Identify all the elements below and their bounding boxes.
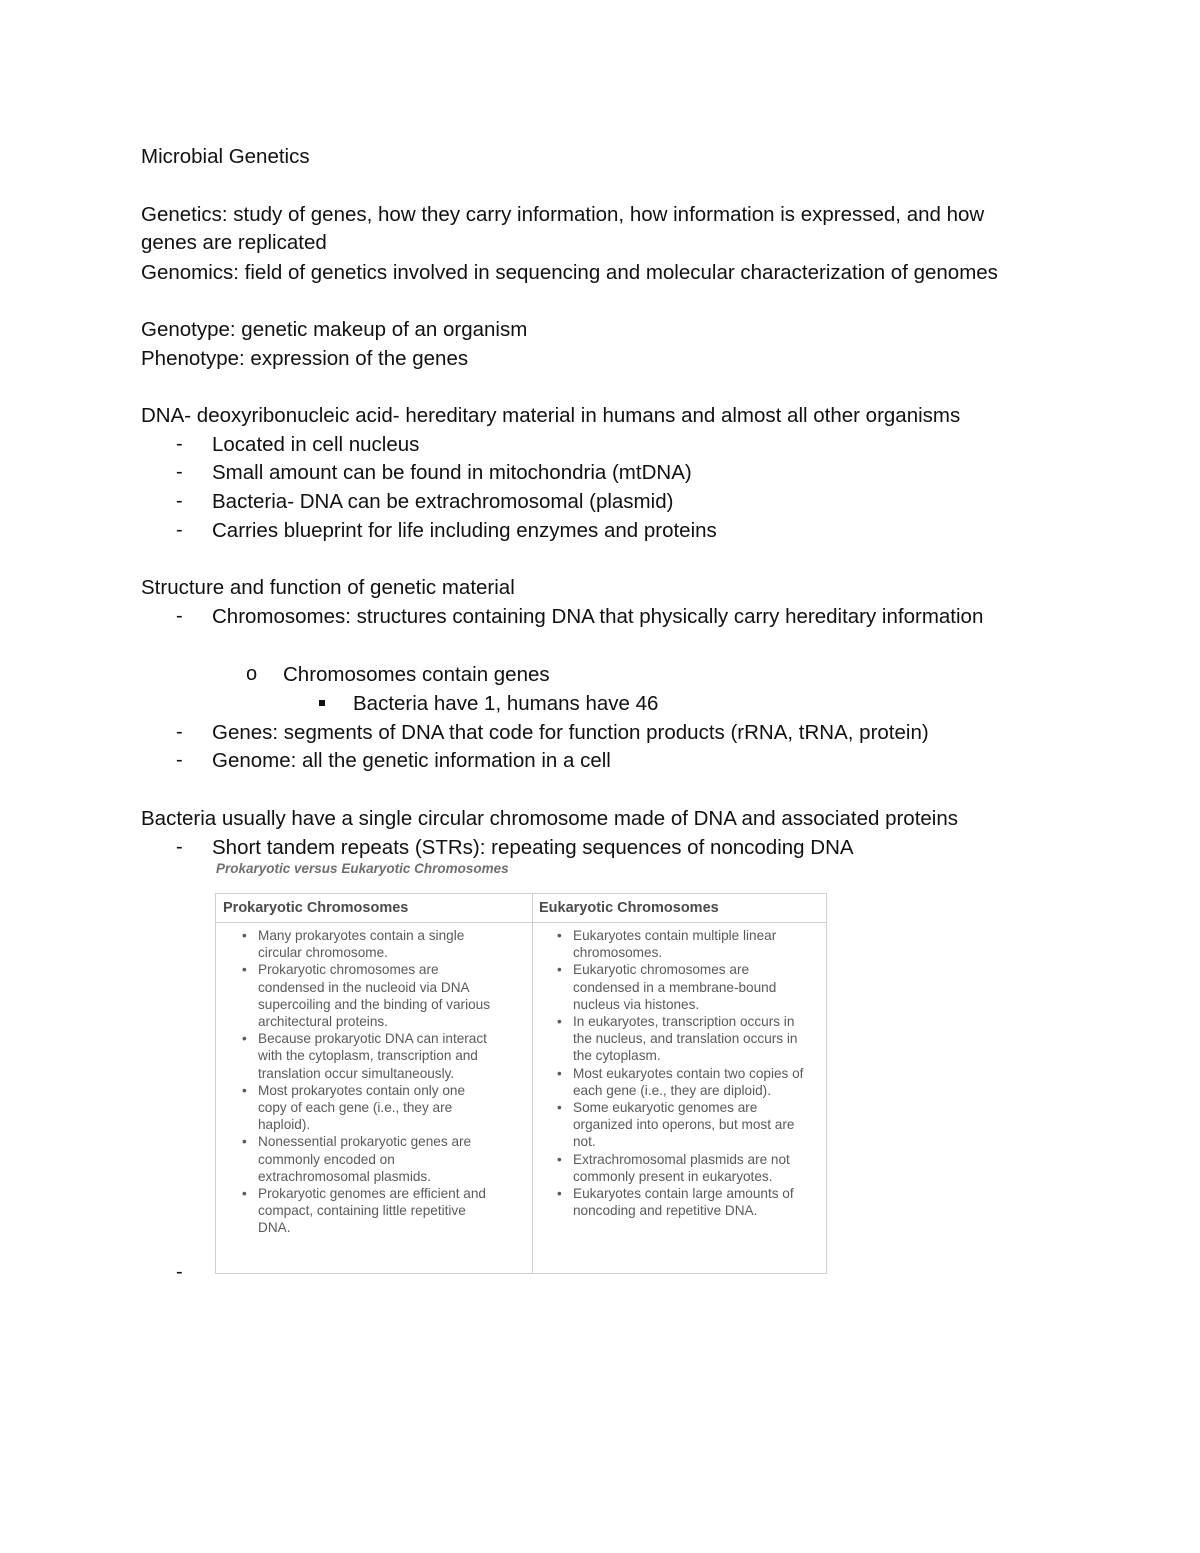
dna-bullet: Bacteria- DNA can be extrachromosomal (plasmid)	[212, 490, 674, 513]
table-caption: Prokaryotic versus Eukaryotic Chromosomes	[216, 861, 509, 876]
dna-bullet: Small amount can be found in mitochondria (mtDNA)	[212, 461, 692, 484]
dash-marker: -	[176, 490, 183, 512]
dna-bullet: Carries blueprint for life including enzymes and proteins	[212, 519, 717, 542]
list-item: • Prokaryotic genomes are efficient and compact, containing little repetitive DNA.	[232, 1185, 492, 1237]
prokaryotic-list	[232, 927, 492, 1237]
list-item: • Because prokaryotic DNA can interact with the cytoplasm, transcription and translation occur simultaneously.	[232, 1030, 492, 1082]
table-column-divider	[532, 894, 533, 1273]
phenotype-definition: Phenotype: expression of the genes	[141, 347, 469, 370]
structure-heading: Structure and function of genetic material	[141, 576, 515, 599]
genetics-definition-line2: genes are replicated	[141, 231, 327, 254]
dash-marker: -	[176, 1261, 183, 1283]
list-item: • Many prokaryotes contain a single circular chromosome.	[232, 927, 492, 961]
genome-bullet: Genome: all the genetic information in a cell	[212, 749, 611, 772]
dash-marker: -	[176, 721, 183, 743]
list-item: • Most prokaryotes contain only one copy of each gene (i.e., they are haploid).	[232, 1082, 492, 1134]
list-item: • Extrachromosomal plasmids are not commonly present in eukaryotes.	[547, 1151, 809, 1185]
dash-marker: -	[176, 433, 183, 455]
list-item: • Prokaryotic chromosomes are condensed in the nucleoid via DNA supercoiling and the binding of various architectural proteins.	[232, 961, 492, 1030]
genetics-definition-line1: Genetics: study of genes, how they carry information, how information is expressed, and how	[141, 203, 985, 226]
eukaryotic-list	[547, 927, 809, 1219]
circle-marker: o	[246, 663, 258, 685]
square-bullet-icon	[319, 700, 325, 706]
table-header-prokaryotic: Prokaryotic Chromosomes	[223, 900, 409, 916]
dna-heading: DNA- deoxyribonucleic acid- hereditary material in humans and almost all other organisms	[141, 404, 961, 427]
dash-marker: -	[176, 749, 183, 771]
dash-marker: -	[176, 461, 183, 483]
list-item: • Nonessential prokaryotic genes are commonly encoded on extrachromosomal plasmids.	[232, 1133, 492, 1185]
bacteria-heading: Bacteria usually have a single circular chromosome made of DNA and associated proteins	[141, 807, 958, 830]
dash-marker: -	[176, 836, 183, 858]
chromosomes-bullet: Chromosomes: structures containing DNA that physically carry hereditary information	[212, 605, 984, 628]
list-item: • In eukaryotes, transcription occurs in the nucleus, and translation occurs in the cytoplasm.	[547, 1013, 809, 1065]
strs-bullet: Short tandem repeats (STRs): repeating sequences of noncoding DNA	[212, 836, 854, 859]
list-item: • Eukaryotes contain multiple linear chromosomes.	[547, 927, 809, 961]
page-title: Microbial Genetics	[141, 145, 310, 168]
list-item: • Most eukaryotes contain two copies of each gene (i.e., they are diploid).	[547, 1065, 809, 1099]
dash-marker: -	[176, 605, 183, 627]
list-item: • Eukaryotes contain large amounts of noncoding and repetitive DNA.	[547, 1185, 809, 1219]
dna-bullet: Located in cell nucleus	[212, 433, 420, 456]
table-header-divider	[216, 922, 826, 923]
chromosomes-subsub-bullet: Bacteria have 1, humans have 46	[353, 692, 659, 715]
dash-marker: -	[176, 519, 183, 541]
list-item: • Eukaryotic chromosomes are condensed in a membrane-bound nucleus via histones.	[547, 961, 809, 1013]
table-header-eukaryotic: Eukaryotic Chromosomes	[539, 900, 719, 916]
chromosomes-sub-bullet: Chromosomes contain genes	[283, 663, 550, 686]
genes-bullet: Genes: segments of DNA that code for function products (rRNA, tRNA, protein)	[212, 721, 929, 744]
genotype-definition: Genotype: genetic makeup of an organism	[141, 318, 528, 341]
list-item: • Some eukaryotic genomes are organized into operons, but most are not.	[547, 1099, 809, 1151]
chromosome-comparison-table	[215, 893, 827, 1274]
genomics-definition: Genomics: field of genetics involved in sequencing and molecular characterization of genomes	[141, 261, 998, 284]
